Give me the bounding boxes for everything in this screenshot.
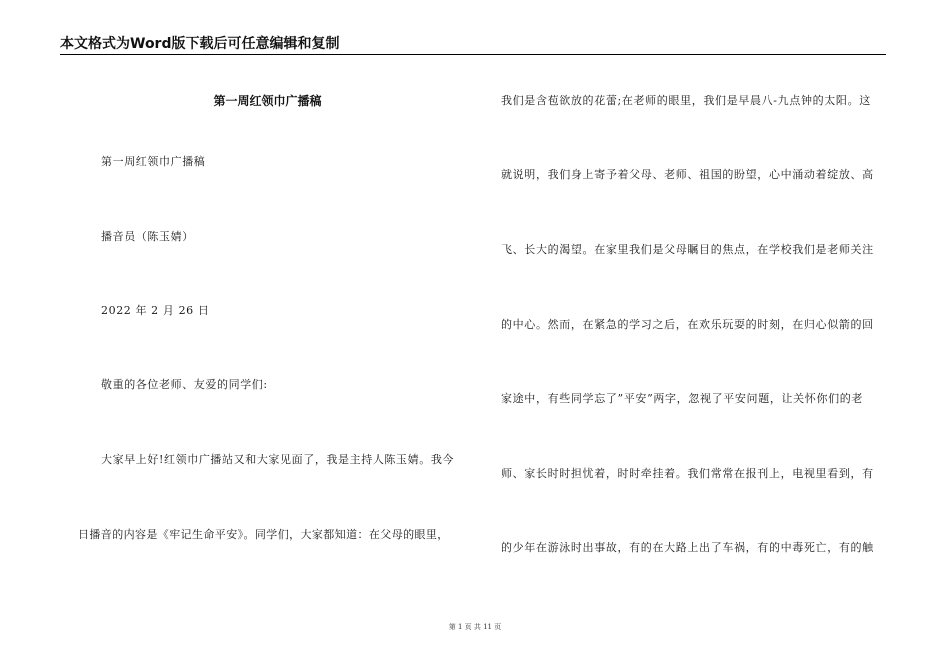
paragraph-line: 大家早上好!红领巾广播站又和大家见面了，我是主持人陈玉婧。我今 [101,453,455,466]
document-title: 第一周红领巾广播稿 [213,94,322,108]
right-column-line: 的少年在游泳时出事故，有的在大路上出了车祸，有的中毒死亡，有的触 [501,541,874,554]
right-column-line: 师、家长时时担忧着，时时牵挂着。我们常常在报刊上，电视里看到，有 [501,467,874,480]
right-column-line: 家途中，有些同学忘了”平安”两字，忽视了平安问题，让关怀你们的老 [501,392,864,405]
paragraph-line: 2022 年 2 月 26 日 [101,304,210,317]
paragraph-line: 播音员（陈玉婧） [101,230,194,243]
right-column-line: 就说明，我们身上寄予着父母、老师、祖国的盼望，心中涌动着绽放、高 [501,168,874,181]
paragraph-line: 日播音的内容是《牢记生命平安》。同学们，大家都知道：在父母的眼里， [78,528,449,541]
right-column-line: 我们是含苞欲放的花蕾;在老师的眼里，我们是早晨八-九点钟的太阳。这 [501,94,871,107]
page-header [60,36,886,55]
right-column-line: 飞、长大的渴望。在家里我们是父母瞩目的焦点，在学校我们是老师关注 [501,243,874,256]
header-title: 本文格式为Word版下载后可任意编辑和复制 [60,36,340,52]
paragraph-line: 第一周红领巾广播稿 [101,155,206,168]
paragraph-line: 敬重的各位老师、友爱的同学们: [101,378,268,391]
right-column-line: 的中心。然而，在紧急的学习之后，在欢乐玩耍的时刻，在归心似箭的回 [501,318,874,331]
page-number: 第 1 页 共 11 页 [448,623,502,631]
